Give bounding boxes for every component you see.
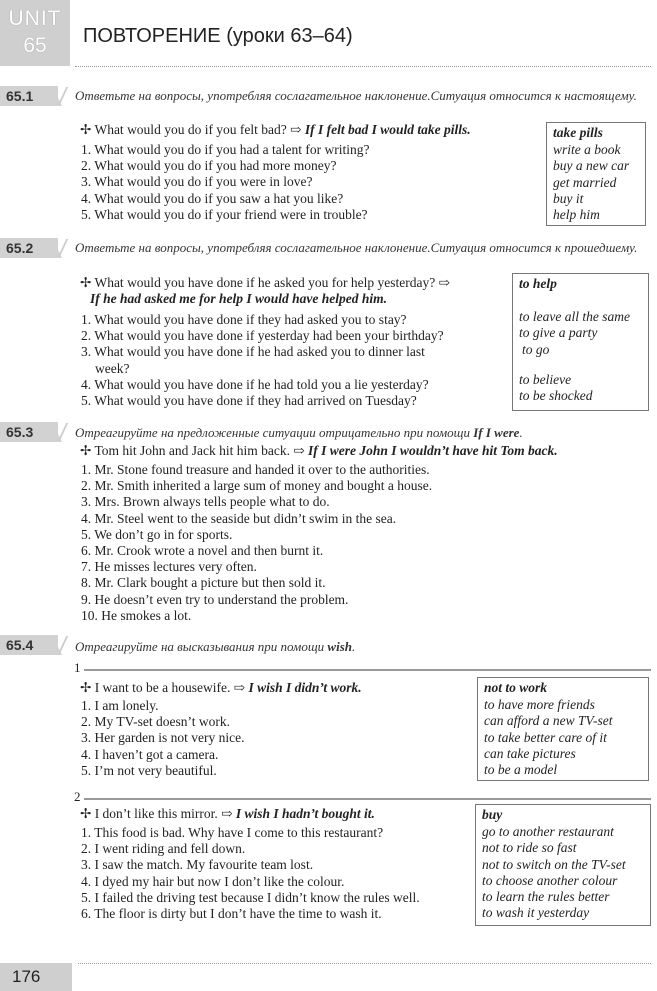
unit-number: 65: [23, 34, 47, 57]
list-item: 5. What would you do if your friend were in trouble?: [81, 206, 368, 222]
word-box-item: not to ride so fast: [482, 840, 577, 856]
list-item: 3. Mrs. Brown always tells people what to do.: [81, 494, 330, 510]
exercise-instruction: Ответьте на вопросы, употребляя сослагательное наклонение.Ситуация относится к настоящему.: [75, 88, 637, 103]
list-item: 6. The floor is dirty but I don’t have the time to wash it.: [81, 906, 382, 922]
example-answer: I wish I hadn’t bought it.: [235, 806, 375, 821]
example-question: What would you have done if he asked you for help yesterday?: [94, 275, 436, 290]
word-box-item: can afford a new TV-set: [484, 713, 613, 729]
exercise-items: [81, 142, 369, 223]
exercise-instruction: Отреагируйте на высказывания при помощи wish.: [75, 639, 356, 654]
example-answer: I wish I didn’t work.: [248, 680, 362, 695]
list-item: 4. What would you do if you saw a hat you like?: [81, 190, 344, 206]
list-item: 3. I saw the match. My favourite team lost.: [81, 857, 314, 873]
example-question: I don’t like this mirror.: [94, 806, 218, 821]
word-box-item: help him: [553, 207, 600, 223]
example-question: What would you do if you felt bad?: [94, 122, 287, 137]
exercise-badge-65-2: [0, 238, 72, 258]
example-arrow-icon: ✢: [80, 122, 92, 137]
list-item: 2. I went riding and fell down.: [81, 841, 246, 857]
word-box: [512, 273, 649, 411]
exercise-items: [81, 462, 432, 624]
instruction-keyword: wish: [327, 639, 352, 654]
list-item: 7. He misses lectures very often.: [81, 559, 257, 575]
exercise-number: 65.1: [6, 88, 34, 104]
list-item: 5. We don’t go in for sports.: [81, 526, 233, 542]
example-line: [80, 275, 510, 291]
list-item: week?: [95, 360, 130, 376]
exercise-badge-65-3: [0, 422, 72, 442]
title-divider: [75, 66, 651, 67]
list-item: 4. What would you have done if he had told you a lie yesterday?: [81, 376, 429, 392]
list-item: 9. He doesn’t even try to understand the problem.: [81, 591, 349, 607]
instruction-keyword: If I were: [473, 425, 520, 440]
word-box-item: can take pictures: [484, 745, 576, 761]
instruction-text: Отреагируйте на предложенные ситуации отрицательно при помощи: [75, 425, 470, 440]
list-item: 10. He smokes a lot.: [81, 607, 192, 623]
list-item: 8. Mr. Clark bought a picture but then sold it.: [81, 575, 326, 591]
word-box-item: to give a party: [519, 325, 598, 341]
list-item: 3. What would you do if you were in love?: [81, 174, 313, 190]
list-item: 1. What would you do if you had a talent for writing?: [81, 142, 370, 157]
arrow-right-icon: ⇨: [221, 806, 233, 821]
example-answer: If I felt bad I would take pills.: [304, 122, 471, 137]
exercise-number: 65.4: [6, 637, 34, 653]
unit-label: UNIT: [8, 7, 62, 30]
example-line: [80, 122, 471, 138]
arrow-right-icon: ⇨: [438, 275, 450, 290]
word-box-item: to be shocked: [519, 388, 593, 404]
exercise-number: 65.3: [6, 424, 34, 440]
list-item: 2. Mr. Smith inherited a large sum of money and bought a house.: [81, 478, 433, 494]
word-box-item: to be a model: [484, 762, 558, 778]
exercise-instruction: Ответьте на вопросы, употребляя сослагательное наклонение.Ситуация относится к прошедшему.: [75, 240, 638, 255]
example-line: [80, 806, 375, 822]
word-box-item: to leave all the same: [519, 309, 630, 325]
unit-badge: [0, 0, 70, 66]
list-item: 2. What would you have done if yesterday had been your birthday?: [81, 328, 444, 344]
example-answer: If I were John I wouldn’t have hit Tom back.: [308, 443, 558, 458]
word-box-head: take pills: [553, 125, 603, 140]
word-box-item: buy it: [553, 190, 584, 206]
exercise-instruction: Отреагируйте на предложенные ситуации отрицательно при помощи If I were.: [75, 425, 523, 440]
page-title: ПОВТОРЕНИЕ (уроки 63–64): [83, 25, 353, 47]
word-box-item: buy a new car: [553, 158, 630, 174]
part-number: 1: [74, 660, 81, 675]
word-box-item: to go: [522, 341, 550, 357]
word-box-item: to choose another colour: [482, 872, 618, 888]
word-box-item: to learn the rules better: [482, 889, 610, 905]
list-item: 4. I dyed my hair but now I don’t like the colour.: [81, 873, 345, 889]
list-item: 6. Mr. Crook wrote a novel and then burnt it.: [81, 543, 324, 559]
example-line: [80, 443, 558, 459]
list-item: 5. I failed the driving test because I didn’t know the rules well.: [81, 889, 420, 905]
word-box-item: write a book: [553, 142, 621, 158]
word-box-head: not to work: [484, 680, 548, 695]
word-box-item: get married: [553, 174, 617, 190]
exercise-items: [81, 825, 420, 922]
arrow-right-icon: ⇨: [233, 680, 246, 695]
example-answer: If he had asked me for help I would have helped him.: [90, 291, 388, 306]
word-box: [546, 122, 646, 226]
word-box-head: to help: [519, 276, 557, 291]
part-number: 2: [74, 789, 81, 804]
exercise-number: 65.2: [6, 240, 34, 256]
list-item: 5. I’m not very beautiful.: [81, 762, 217, 778]
part-divider: [84, 798, 651, 800]
part-divider: [84, 669, 651, 671]
word-box-item: to have more friends: [484, 697, 595, 713]
example-question: I want to be a housewife.: [94, 680, 231, 695]
list-item: 1. I am lonely.: [81, 698, 159, 713]
exercise-items: [81, 698, 244, 779]
footer-divider: [78, 963, 651, 964]
list-item: 3. What would you have done if he had asked you to dinner last: [81, 344, 425, 360]
word-box: [477, 677, 649, 781]
word-box-item: to believe: [519, 371, 572, 387]
list-item: 4. Mr. Steel went to the seaside but didn’t swim in the sea.: [81, 510, 397, 526]
list-item: 2. My TV-set doesn’t work.: [81, 714, 231, 730]
exercise-badge-65-1: [0, 86, 72, 106]
list-item: 1. Mr. Stone found treasure and handed it over to the authorities.: [81, 462, 430, 477]
page-number: 176: [0, 963, 72, 991]
example-arrow-icon: ✢: [80, 443, 92, 458]
word-box-item: to take better care of it: [484, 729, 607, 745]
list-item: 5. What would you have done if they had arrived on Tuesday?: [81, 393, 417, 409]
list-item: 4. I haven’t got a camera.: [81, 746, 219, 762]
word-box-item: not to switch on the TV-set: [482, 856, 626, 872]
exercise-badge-65-4: [0, 635, 72, 655]
example-answer-line: [90, 291, 387, 307]
word-box: [475, 804, 651, 926]
exercise-items: [81, 312, 444, 409]
word-box-head: buy: [482, 807, 503, 822]
list-item: 3. Her garden is not very nice.: [81, 730, 245, 746]
example-arrow-icon: ✢: [80, 275, 92, 290]
example-line: [80, 680, 362, 696]
word-box-item: to wash it yesterday: [482, 905, 590, 921]
word-box-item: go to another restaurant: [482, 824, 614, 840]
example-arrow-icon: ✢: [80, 806, 92, 821]
instruction-text: Отреагируйте на высказывания при помощи: [75, 639, 325, 654]
example-arrow-icon: ✢: [80, 680, 92, 695]
list-item: 1. This food is bad. Why have I come to this restaurant?: [81, 825, 384, 840]
list-item: 1. What would you have done if they had asked you to stay?: [81, 312, 407, 327]
arrow-right-icon: ⇨: [293, 443, 305, 458]
arrow-right-icon: ⇨: [290, 122, 302, 137]
example-question: Tom hit John and Jack hit him back.: [94, 443, 290, 458]
list-item: 2. What would you do if you had more money?: [81, 158, 337, 174]
